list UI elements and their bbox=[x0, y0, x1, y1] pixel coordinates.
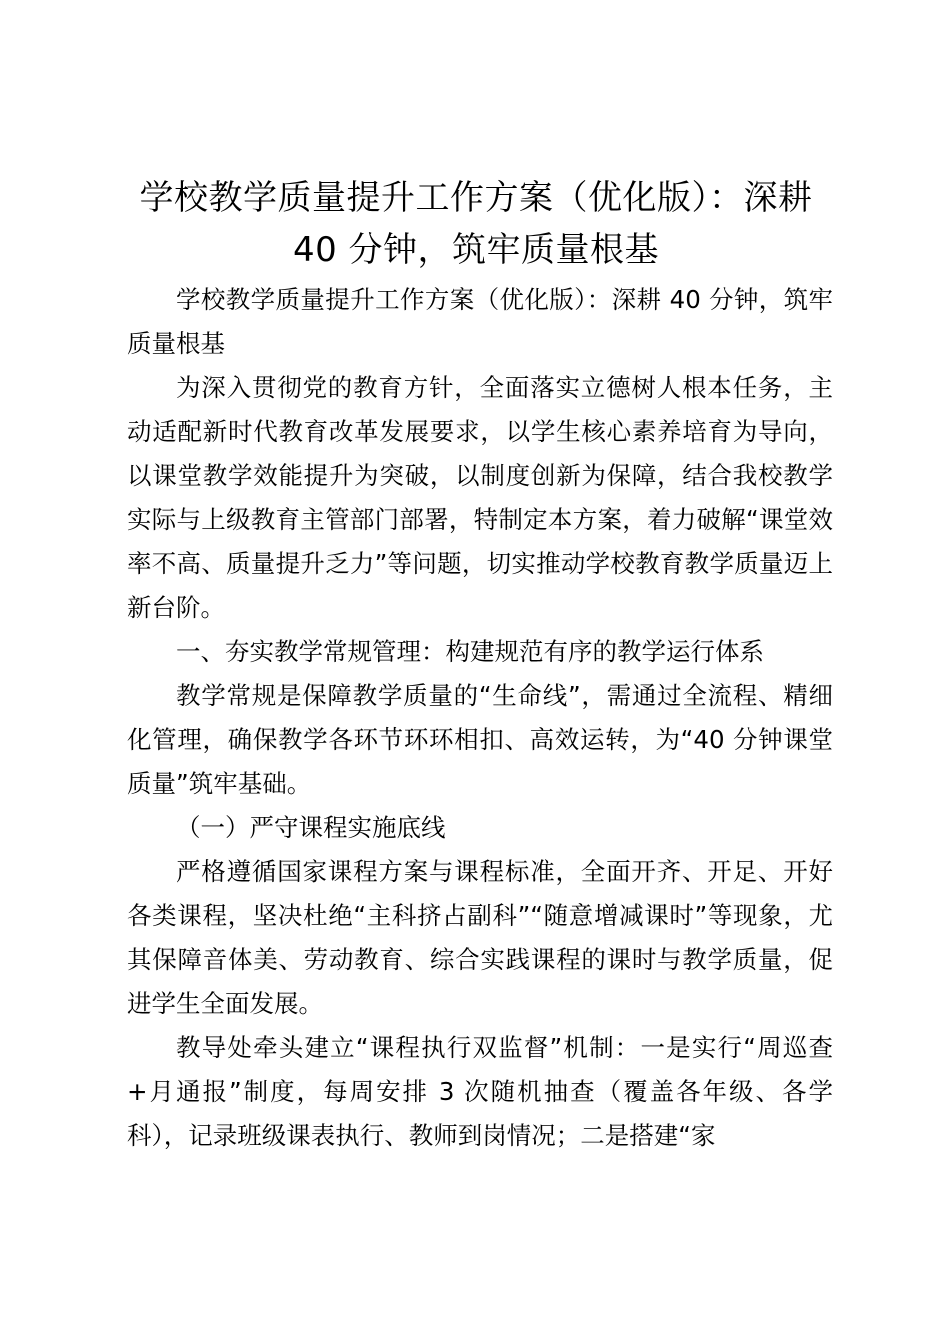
paragraph-subtitle: 学校教学质量提升工作方案（优化版）：深耕 40 分钟，筑牢质量根基 bbox=[127, 285, 833, 358]
paragraph-section-1: 教学常规是保障教学质量的“生命线”，需通过全流程、精细化管理，确保教学各环节环环相扣、高效运转，为“40 分钟课堂质量”筑牢基础。 bbox=[127, 681, 833, 798]
subsection-heading-1: （一）严守课程实施底线 bbox=[176, 813, 446, 842]
document-body bbox=[127, 278, 833, 1158]
paragraph-subsection-1b: 教导处牵头建立“课程执行双监督”机制：一是实行“周巡查+月通报”制度，每周安排 3 次随机抽查（覆盖各年级、各学科），记录班级课表执行、教师到岗情况；二是搭建“家 bbox=[127, 1033, 833, 1150]
paragraph-subsection-1a: 严格遵循国家课程方案与课程标准，全面开齐、开足、开好各类课程，坚决杜绝“主科挤占副科”“随意增减课时”等现象，尤其保障音体美、劳动教育、综合实践课程的课时与教学质量，促进学生全面发展。 bbox=[127, 857, 833, 1018]
section-heading-1: 一、夯实教学常规管理：构建规范有序的教学运行体系 bbox=[176, 637, 764, 666]
paragraph-intro: 为深入贯彻党的教育方针，全面落实立德树人根本任务，主动适配新时代教育改革发展要求，以学生核心素养培育为导向，以课堂教学效能提升为突破，以制度创新为保障，结合我校教学实际与上级教育主管部门部署，特制定本方案，着力破解“课堂效率不高、质量提升乏力”等问题，切实推动学校教育教学质量迈上新台阶。 bbox=[127, 373, 833, 622]
document-title: 学校教学质量提升工作方案（优化版）：深耕 40 分钟，筑牢质量根基 bbox=[139, 178, 813, 270]
